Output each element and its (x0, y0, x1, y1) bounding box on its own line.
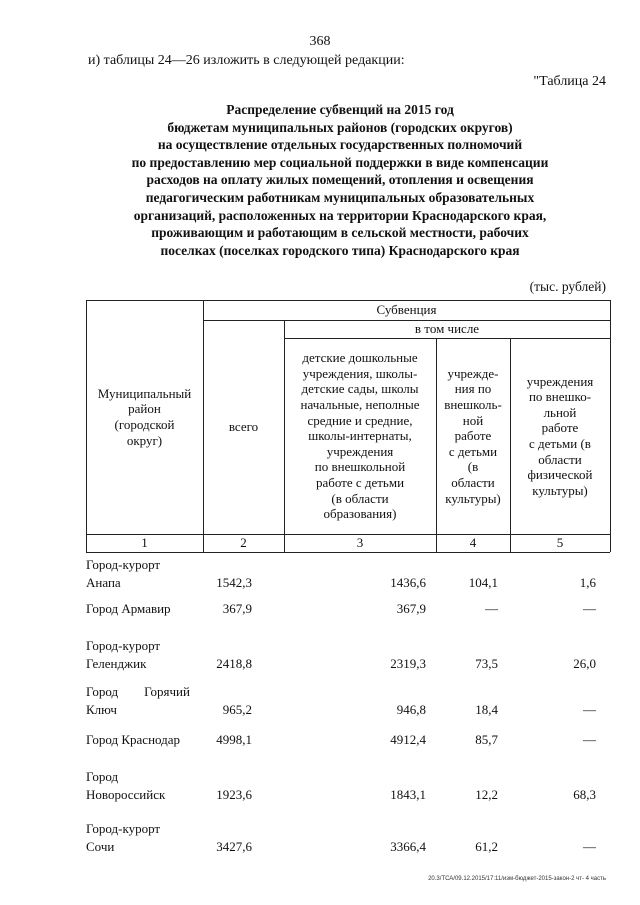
title-line: проживающим и работающим в сельской местности, рабочих (151, 225, 529, 241)
row-sport: — (583, 601, 596, 616)
row-total: 965,2 (222, 702, 252, 717)
header-col-municipality: Муниципальный район (городской округ) (97, 385, 192, 448)
table-row (86, 637, 610, 673)
row-municipality-name: Город-курорт Геленджик (86, 638, 161, 671)
title-line: Распределение субвенций на 2015 год (226, 102, 454, 117)
column-number: 2 (240, 535, 247, 551)
row-sport: 26,0 (573, 656, 596, 671)
title-line: на осуществление отдельных государственных полномочий (157, 137, 523, 153)
row-education: 1843,1 (390, 787, 426, 802)
row-education: 946,8 (396, 702, 426, 717)
header-rule-bottom (86, 552, 610, 553)
vline-right (610, 300, 611, 552)
table-row (86, 600, 610, 618)
row-total: 1542,3 (216, 575, 252, 590)
row-municipality-name: Город Новороссийск (86, 769, 166, 802)
table-label: "Таблица 24 (533, 74, 606, 89)
title-line: поселках (поселках городского типа) Краснодарского края (160, 242, 520, 258)
row-culture: — (485, 601, 498, 616)
footer-stamp: 20.3/ТСА/09.12.2015/17:11/изм-бюджет-2015-закон-2 чт- 4 часть (428, 876, 606, 882)
row-total: 2418,8 (216, 656, 252, 671)
title-line: организаций, расположенных на территории Краснодарского края, (133, 207, 547, 223)
row-sport: — (583, 732, 596, 747)
header-col-total: всего (228, 419, 259, 435)
column-number: 3 (356, 535, 364, 551)
header-col-culture: учрежде- ния по внешколь- ной работе с детьми (в области культуры) (444, 365, 502, 506)
header-including: в том числе (414, 321, 480, 337)
column-number: 1 (141, 535, 148, 551)
title-line: расходов на оплату жилых помещений, отопления и освещения (146, 172, 534, 188)
column-number: 4 (469, 535, 477, 551)
table-row (86, 768, 610, 804)
row-education: 2319,3 (390, 656, 426, 671)
table-row (86, 556, 610, 592)
table-row (86, 731, 610, 749)
title-line: по предоставлению мер социальной поддержки в виде компенсации (131, 154, 549, 170)
column-number: 5 (556, 535, 564, 551)
row-culture: 73,5 (475, 656, 498, 671)
header-col-sport: учреждения по внешко- льной работе с детьми (в области физической культуры) (526, 373, 594, 498)
header-subvention: Субвенция (376, 302, 437, 318)
row-total: 367,9 (222, 601, 252, 616)
row-sport: 1,6 (579, 575, 596, 590)
row-total: 1923,6 (216, 787, 252, 802)
row-municipality-name: Город Горячий Ключ (86, 684, 190, 717)
row-total: 3427,6 (216, 839, 252, 854)
row-sport: 68,3 (573, 787, 596, 802)
document-title (70, 101, 610, 259)
table-row (86, 683, 610, 719)
header-col-education: детские дошкольные учреждения, школы- детские сады, школы начальные, неполные средние и средние, школы-интернаты, учреждения по внешкольной работе с детьми (в области образования) (300, 350, 420, 522)
row-culture: 85,7 (475, 732, 498, 747)
row-culture: 104,1 (468, 575, 498, 590)
row-education: 367,9 (396, 601, 426, 616)
intro-text: и) таблицы 24—26 изложить в следующей редакции: (88, 53, 405, 68)
row-total: 4998,1 (216, 732, 252, 747)
units-label: (тыс. рублей) (529, 279, 606, 294)
row-culture: 61,2 (475, 839, 498, 854)
row-municipality-name: Город-курорт Анапа (86, 557, 161, 590)
row-education: 1436,6 (390, 575, 426, 590)
page-number: 368 (309, 34, 331, 49)
title-line: бюджетам муниципальных районов (городских округов) (167, 119, 513, 135)
row-education: 3366,4 (390, 839, 426, 854)
row-culture: 18,4 (475, 702, 498, 717)
row-culture: 12,2 (475, 787, 498, 802)
row-municipality-name: Город-курорт Сочи (86, 821, 161, 854)
row-sport: — (583, 702, 596, 717)
row-education: 4912,4 (390, 732, 426, 747)
row-sport: — (583, 839, 596, 854)
table-row (86, 820, 610, 856)
row-municipality-name: Город Краснодар (86, 732, 181, 747)
row-municipality-name: Город Армавир (86, 601, 171, 616)
title-line: педагогическим работникам муниципальных образовательных (145, 189, 535, 205)
